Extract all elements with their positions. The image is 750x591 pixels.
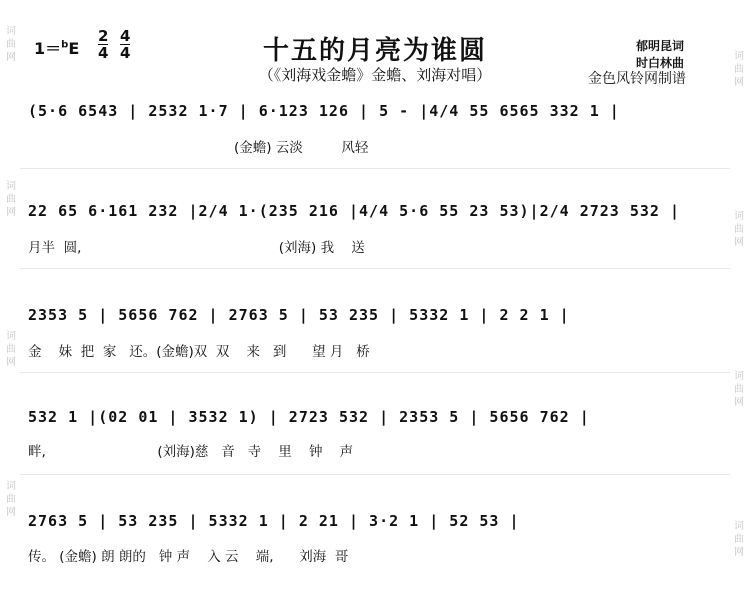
time-sig-numerator: 4 (120, 27, 131, 45)
lyric-line-3: 金 妹 把 家 还。(金蟾)双 双 来 到 望 月 桥 (28, 344, 370, 360)
line-divider (20, 168, 730, 169)
lyric-line-1: (金蟾) 云淡 风轻 (28, 140, 369, 156)
score-line-5: 2763 5 | 53 235 | 5332 1 | 2 21 | 3·2 1 | 52 53 | (28, 512, 520, 530)
watermark-right-3: 词曲网 (734, 371, 744, 408)
song-title: 十五的月亮为谁圆 (262, 36, 487, 66)
watermark-left-1: 词曲网 (6, 26, 16, 63)
score-line-1: (5·6 6543 | 2532 1·7 | 6·123 126 | 5 - |4/4 55 6565 332 1 | (28, 102, 620, 120)
key-prefix: 1＝ (34, 39, 62, 58)
line-divider (20, 474, 730, 475)
time-sig-numerator: 2 (98, 27, 109, 45)
line-divider (20, 372, 730, 373)
score-line-4: 532 1 |(02 01 | 3532 1) | 2723 532 | 2353 5 | 5656 762 | (28, 408, 590, 426)
flat-sign: b (61, 39, 69, 51)
watermark-left-3: 词曲网 (6, 331, 16, 368)
watermark-left-4: 词曲网 (6, 481, 16, 518)
lyric-line-2: 月半 圆, (刘海) 我 送 (28, 240, 365, 256)
lyric-line-4: 畔, (刘海)慈 音 寺 里 钟 声 (28, 444, 354, 460)
song-subtitle: （《刘海戏金蟾》金蟾、刘海对唱） (258, 66, 492, 84)
watermark-left-2: 词曲网 (6, 181, 16, 218)
lyricist-credit: 郁明昆词 (636, 39, 685, 53)
time-sig-denominator: 4 (98, 44, 109, 62)
watermark-right-2: 词曲网 (734, 211, 744, 248)
engraver-credit: 金色风铃网制谱 (588, 71, 686, 87)
score-line-2: 22 65 6·161 232 |2/4 1·(235 216 |4/4 5·6 55 23 53)|2/4 2723 532 | (28, 202, 680, 220)
composer-credit: 时白林曲 (636, 56, 685, 70)
watermark-right-1: 词曲网 (734, 51, 744, 88)
score-line-3: 2353 5 | 5656 762 | 2763 5 | 53 235 | 5332 1 | 2 2 1 | (28, 306, 570, 324)
watermark-right-4: 词曲网 (734, 521, 744, 558)
lyric-line-5: 传。 (金蟾) 朗 朗的 钟 声 入 云 端, 刘海 哥 (28, 549, 349, 565)
key-note: E (68, 39, 80, 58)
line-divider (20, 268, 730, 269)
time-sig-denominator: 4 (120, 44, 131, 62)
